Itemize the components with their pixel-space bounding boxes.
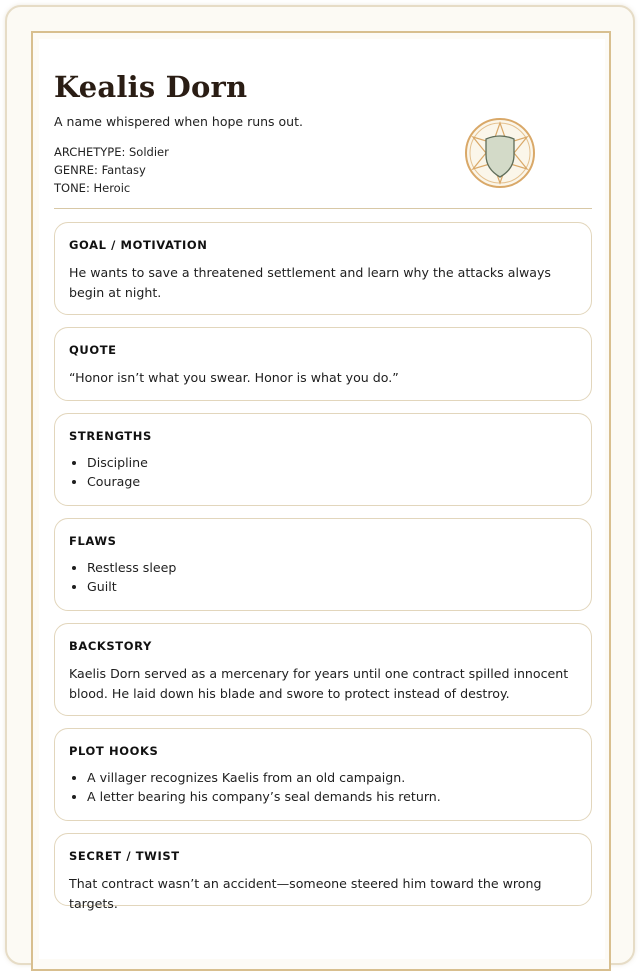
backstory-title: BACKSTORY bbox=[69, 639, 152, 653]
secret-text: That contract wasn’t an accident—someone steered him toward the wrong targets. bbox=[69, 876, 542, 911]
list-item: • Discipline bbox=[87, 453, 577, 472]
list-item: • Guilt bbox=[87, 577, 577, 596]
header-divider bbox=[54, 208, 592, 209]
quote-text: “Honor isn’t what you swear. Honor is what you do.” bbox=[69, 370, 399, 385]
archetype-label: ARCHETYPE: Soldier bbox=[54, 145, 169, 159]
quote-title: QUOTE bbox=[69, 343, 117, 357]
list-item: • A villager recognizes Kaelis from an old campaign. bbox=[87, 768, 577, 787]
strengths-list bbox=[69, 453, 577, 491]
shield-emblem-icon bbox=[464, 117, 536, 189]
secret-card bbox=[54, 833, 592, 911]
plot-hooks-list bbox=[69, 768, 577, 806]
list-item: • Restless sleep bbox=[87, 558, 577, 577]
secret-title: SECRET / TWIST bbox=[69, 849, 180, 863]
character-name: Kealis Dorn bbox=[54, 70, 248, 104]
plot-hooks-title: PLOT HOOKS bbox=[69, 744, 159, 758]
flaws-title: FLAWS bbox=[69, 534, 117, 548]
tone-label: TONE: Heroic bbox=[54, 181, 131, 195]
list-item: • Courage bbox=[87, 472, 577, 491]
goal-text: He wants to save a threatened settlement and learn why the attacks always begin at night. bbox=[69, 265, 551, 300]
genre-label: GENRE: Fantasy bbox=[54, 163, 146, 177]
plot-hooks-card bbox=[54, 728, 592, 821]
flaws-list bbox=[69, 558, 577, 596]
backstory-card bbox=[54, 623, 592, 716]
backstory-text: Kaelis Dorn served as a mercenary for years until one contract spilled innocent blood. He laid down his blade and swore to protect instead of destroy. bbox=[69, 666, 569, 701]
flaws-card bbox=[54, 518, 592, 611]
strengths-card bbox=[54, 413, 592, 506]
character-tagline: A name whispered when hope runs out. bbox=[54, 114, 303, 129]
quote-card bbox=[54, 327, 592, 401]
list-item: • A letter bearing his company’s seal demands his return. bbox=[87, 787, 577, 806]
goal-title: GOAL / MOTIVATION bbox=[69, 238, 208, 252]
goal-card bbox=[54, 222, 592, 315]
strengths-title: STRENGTHS bbox=[69, 429, 152, 443]
